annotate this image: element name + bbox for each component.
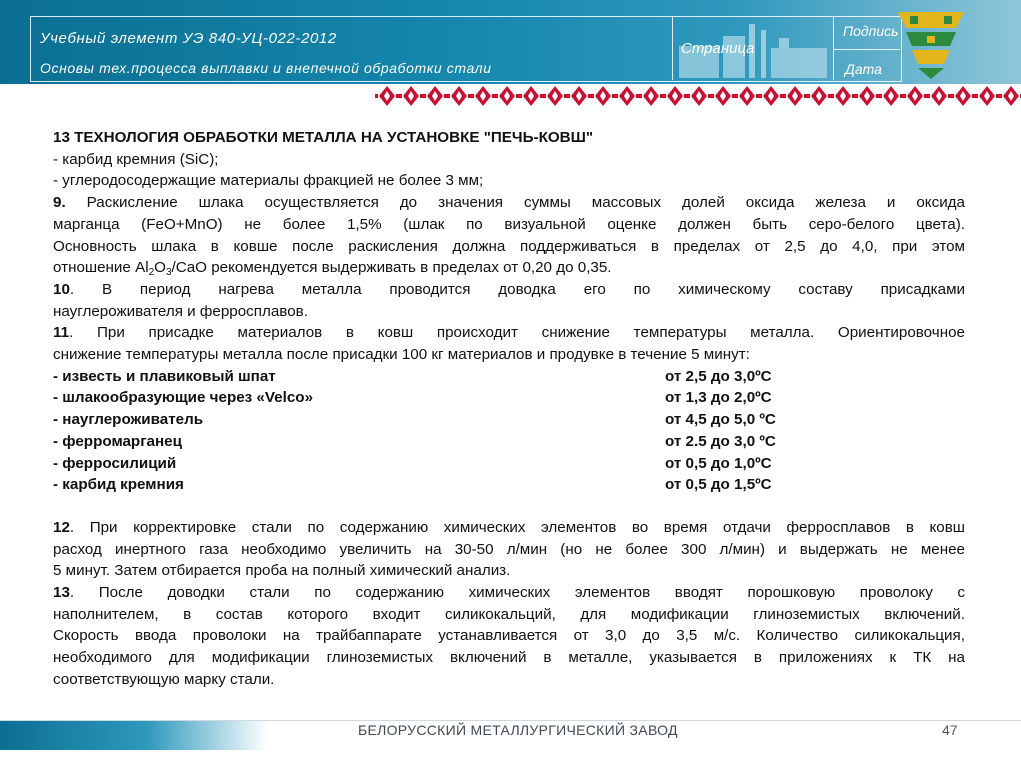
spacer xyxy=(53,496,965,517)
temp-row xyxy=(53,453,965,475)
temp-row xyxy=(53,366,965,388)
footer-bar xyxy=(0,721,268,750)
formula-text: /CaO рекомендуется выдерживать в пределах от 0,20 до 0,35. xyxy=(171,259,612,277)
ornament-band-icon xyxy=(375,84,1021,108)
paragraph-number: 9. xyxy=(53,194,66,212)
temp-material: - известь и плавиковый шпат xyxy=(53,367,276,385)
paragraph-line: необходимого для модификации глиноземистых включений в металле, указывается в приложениях к ТК на xyxy=(53,649,965,667)
temp-material: - ферросилиций xyxy=(53,454,177,472)
header-bar xyxy=(0,0,1021,84)
temp-row xyxy=(53,387,965,409)
paragraph-line xyxy=(53,257,965,279)
header-divider xyxy=(672,16,673,80)
paragraph-line: расход инертного газа необходимо увеличить на 30-50 л/мин (но не более 300 л/мин) и выдержать не менее xyxy=(53,540,965,558)
formula-text: O xyxy=(154,259,166,277)
temp-material: - ферромарганец xyxy=(53,432,182,450)
temp-range: от 2.5 до 3,0 ºС xyxy=(665,432,776,450)
paragraph-text: . В период нагрева металла проводится доводка его по химическому составу присадками xyxy=(69,280,965,298)
paragraph-text: Раскисление шлака осуществляется до значения суммы массовых долей оксида железа и оксида xyxy=(86,194,965,212)
temp-range: от 2,5 до 3,0ºС xyxy=(665,367,772,385)
temp-range: от 0,5 до 1,5ºС xyxy=(665,476,772,494)
paragraph-line xyxy=(53,582,965,604)
paragraph-text: . При корректировке стали по содержанию химических элементов во время отдачи ферросплавов в ковш xyxy=(69,518,965,536)
signature-label: Подпись xyxy=(843,23,899,39)
temp-range: от 1,3 до 2,0ºС xyxy=(665,389,772,407)
paragraph-line: наполнителем, в состав которого входит силикокальций, для модификации глиноземистых включений. xyxy=(53,605,965,623)
temp-material: - науглероживатель xyxy=(53,411,204,429)
paragraph-line xyxy=(53,279,965,301)
paragraph-line: науглероживателя и ферросплавов. xyxy=(53,302,308,320)
paragraph-line: снижение температуры металла после присадки 100 кг материалов и продувке в течение 5 минут: xyxy=(53,346,750,364)
document-body xyxy=(53,127,965,691)
paragraph-text: . После доводки стали по содержанию химических элементов вводят порошковую проволоку с xyxy=(69,584,965,602)
paragraph-line xyxy=(53,322,965,344)
paragraph-text: . При присадке материалов в ковш происходит снижение температуры металла. Ориентировочное xyxy=(69,324,965,342)
temp-range: от 0,5 до 1,0ºС xyxy=(665,454,772,472)
formula-text: отношение Al xyxy=(53,259,149,277)
document-subtitle: Основы тех.процесса выплавки и внепечной обработки стали xyxy=(40,60,492,76)
temp-row xyxy=(53,431,965,453)
temp-range: от 4,5 до 5,0 ºС xyxy=(665,411,776,429)
paragraph-number: 11 xyxy=(53,324,70,342)
paragraph-number: 13 xyxy=(53,584,70,602)
paragraph-line xyxy=(53,517,965,539)
temp-material: - карбид кремния xyxy=(53,476,184,494)
header-divider xyxy=(833,49,900,50)
list-item: - углеродосодержащие материалы фракцией не более 3 мм; xyxy=(53,172,484,190)
header-divider xyxy=(833,16,834,80)
formula-subscript: 3 xyxy=(165,267,172,279)
paragraph-line xyxy=(53,192,965,214)
document-code: Учебный элемент УЭ 840-УЦ-022-2012 xyxy=(40,30,337,47)
company-name: БЕЛОРУССКИЙ МЕТАЛЛУРГИЧЕСКИЙ ЗАВОД xyxy=(358,722,678,738)
page-label: Страница xyxy=(681,40,755,57)
temp-row xyxy=(53,409,965,431)
bmz-logo-icon xyxy=(896,6,966,80)
paragraph-line: Основность шлака в ковше после раскисления должна поддерживаться в пределах от 2,5 до 4,0, при этом xyxy=(53,237,965,255)
page-number: 47 xyxy=(942,722,958,738)
list-item: - карбид кремния (SiC); xyxy=(53,150,219,168)
paragraph-number: 12 xyxy=(53,518,70,536)
temp-material: - шлакообразующие через «Velco» xyxy=(53,389,314,407)
paragraph-line: 5 минут. Затем отбирается проба на полный химический анализ. xyxy=(53,562,511,580)
paragraph-line: марганца (FeO+MnO) не более 1,5% (шлак по визуальной оценке должен быть серо-белого цвета). xyxy=(53,215,965,233)
formula-subscript: 2 xyxy=(148,267,155,279)
paragraph-line: Скорость ввода проволоки на трайбаппарате устанавливается от 3,0 до 3,5 м/с. Количество силикокальция, xyxy=(53,627,965,645)
paragraph-line: соответствующую марку стали. xyxy=(53,670,275,688)
section-title: 13 ТЕХНОЛОГИЯ ОБРАБОТКИ МЕТАЛЛА НА УСТАНОВКЕ "ПЕЧЬ-КОВШ" xyxy=(53,129,594,146)
date-label: Дата xyxy=(845,61,882,77)
temp-row xyxy=(53,474,965,496)
paragraph-number: 10 xyxy=(53,280,70,298)
